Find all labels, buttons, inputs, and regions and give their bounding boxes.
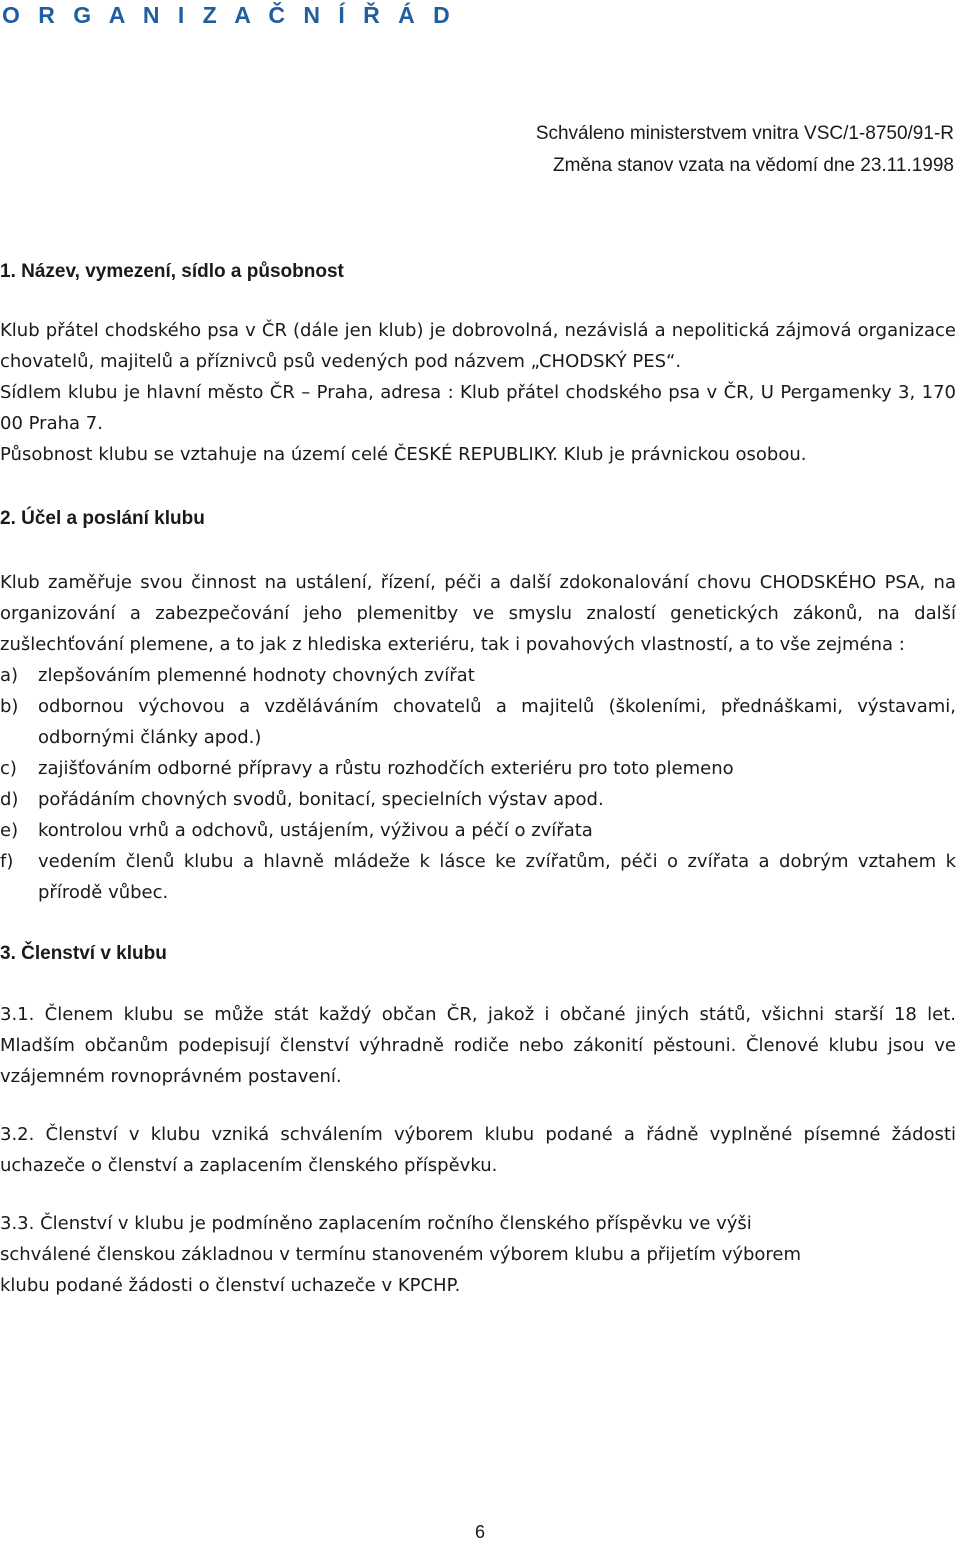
list-item (0, 846, 956, 908)
list-item (0, 815, 956, 846)
list-item-text: pořádáním chovných svodů, bonitací, specielních výstav apod. (38, 789, 604, 810)
section-2-intro: Klub zaměřuje svou činnost na ustálení, řízení, péči a další zdokonalování chovu CHODSKÉHO PSA, na organizování a zabezpečování jeho plemenitby ve smyslu znalostí genetických zákonů, na další zušlechťování plemene, a to jak z hlediska exteriéru, tak i povahových vlastností, a to vše zejména : (0, 572, 956, 655)
document-title: O R G A N I Z A Č N Í Ř Á D (2, 2, 456, 28)
document-body (0, 256, 956, 1301)
page-number: 6 (474, 1522, 485, 1542)
list-marker: e) (0, 820, 19, 841)
list-marker: f) (0, 851, 14, 872)
section-3-2-paragraph: 3.2. Členství v klubu vzniká schválením výborem klubu podané a řádně vyplněné písemné žádosti uchazeče o členství a zaplacením členského příspěvku. (0, 1124, 956, 1176)
section-3-3-line-2: schválené členskou základnou v termínu stanoveném výborem klubu a přijetím výborem (0, 1244, 802, 1265)
section-3-3-line-3: klubu podané žádosti o členství uchazeče v KPCHP. (0, 1275, 461, 1296)
approval-line-1: Schváleno ministerstvem vnitra VSC/1-8750/91-R (535, 123, 954, 144)
list-item (0, 753, 956, 784)
approval-line-2: Změna stanov vzata na vědomí dne 23.11.1998 (552, 155, 954, 176)
section-3-3-line-1: 3.3. Členství v klubu je podmíněno zaplacením ročního členského příspěvku ve výši (0, 1213, 752, 1234)
section-3-3-paragraph (0, 1208, 956, 1301)
section-2-list (0, 660, 956, 908)
list-marker: a) (0, 665, 19, 686)
section-2-heading: 2. Účel a poslání klubu (0, 508, 205, 529)
list-item (0, 691, 956, 753)
section-1-heading: 1. Název, vymezení, sídlo a působnost (0, 261, 344, 282)
list-marker: b) (0, 696, 19, 717)
list-item-text: vedením členů klubu a hlavně mládeže k lásce ke zvířatům, péči o zvířata a dobrým vztahem k přírodě vůbec. (38, 851, 956, 903)
approval-note (536, 118, 954, 182)
section-3-1-paragraph: 3.1. Členem klubu se může stát každý občan ČR, jakož i občané jiných států, všichni starší 18 let. Mladším občanům podepisují členství výhradně rodiče nebo zákonití pěstouni. Členové klubu jsou ve vzájemném rovnoprávném postavení. (0, 1004, 956, 1087)
section-1-paragraph-2: Sídlem klubu je hlavní město ČR – Praha, adresa : Klub přátel chodského psa v ČR, U Pergamenky 3, 170 00 Praha 7. (0, 382, 956, 434)
list-marker: c) (0, 758, 17, 779)
section-3-heading: 3. Členství v klubu (0, 943, 167, 964)
section-1-paragraph-1: Klub přátel chodského psa v ČR (dále jen klub) je dobrovolná, nezávislá a nepolitická zájmová organizace chovatelů, majitelů a příznivců psů vedených pod názvem „CHODSKÝ PES“. (0, 320, 956, 372)
list-item-text: zajišťováním odborné přípravy a růstu rozhodčích exteriéru pro toto plemeno (38, 758, 734, 779)
list-marker: d) (0, 789, 19, 810)
list-item-text: odbornou výchovou a vzděláváním chovatelů a majitelů (školeními, přednáškami, výstavami, odbornými články apod.) (38, 696, 956, 748)
list-item-text: kontrolou vrhů a odchovů, ustájením, výživou a péčí o zvířata (38, 820, 593, 841)
section-1-paragraph-3: Působnost klubu se vztahuje na území celé ČESKÉ REPUBLIKY. Klub je právnickou osobou. (0, 444, 807, 465)
list-item (0, 784, 956, 815)
list-item-text: zlepšováním plemenné hodnoty chovných zvířat (38, 665, 475, 686)
list-item (0, 660, 956, 691)
